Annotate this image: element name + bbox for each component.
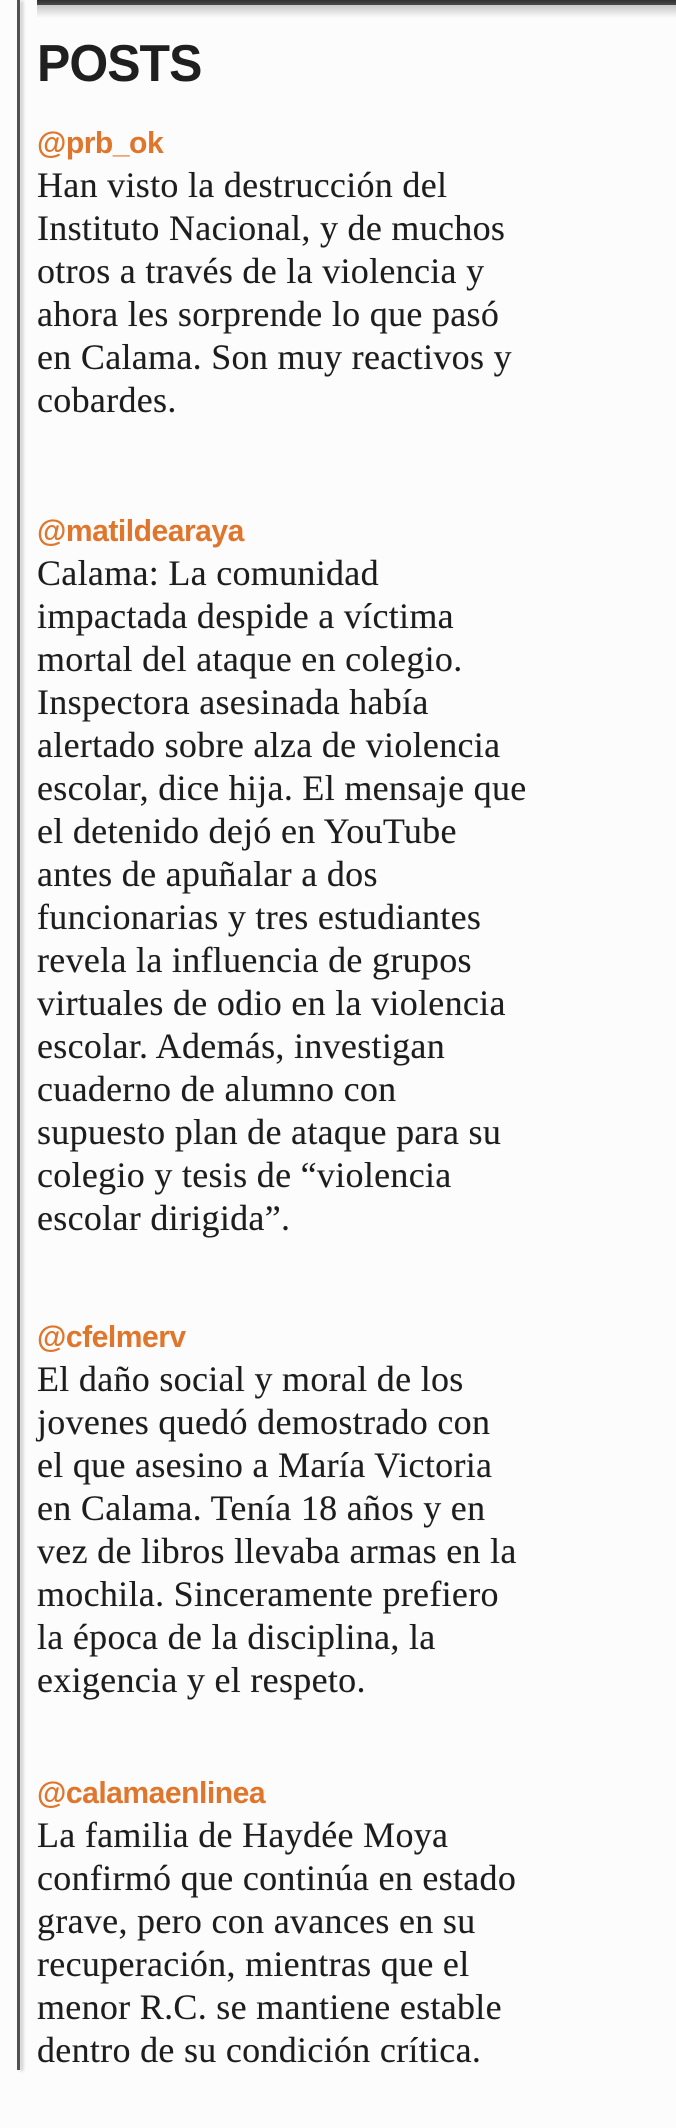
post-body-line: impactada despide a víctima [37,596,454,636]
post-body-line: recuperación, mientras que el [37,1944,470,1984]
post-body-line: funcionarias y tres estudiantes [37,897,482,937]
post [37,512,653,1240]
post-body-line: colegio y tesis de “violencia [37,1155,452,1195]
post-body-line: grave, pero con avances en su [37,1901,476,1941]
post-body-line: ahora les sorprende lo que pasó [37,294,500,334]
post-handle: @prb_ok [37,125,164,160]
post-body-line: revela la influencia de grupos [37,940,472,980]
post-body-line: la época de la disciplina, la [37,1617,436,1657]
post-body-line: Han visto la destrucción del [37,165,448,205]
post-body-line: virtuales de odio en la violencia [37,983,506,1023]
post-body [37,552,653,1240]
post-body-line: Inspectora asesinada había [37,682,429,722]
post-body [37,1358,653,1702]
section-title: POSTS [37,35,202,93]
post-body-line: escolar, dice hija. El mensaje que [37,768,527,808]
post-body-line: antes de apuñalar a dos [37,854,378,894]
post-body-line: La familia de Haydée Moya [37,1815,449,1855]
post-body-line: alertado sobre alza de violencia [37,725,501,765]
post-body-line: escolar dirigida”. [37,1198,291,1238]
post-body-line: El daño social y moral de los [37,1359,464,1399]
post-body-line: otros a través de la violencia y [37,251,485,291]
post-body-line: el que asesino a María Victoria [37,1445,493,1485]
post-body-line: exigencia y el respeto. [37,1660,366,1700]
post [37,124,653,422]
post-body-line: en Calama. Son muy reactivos y [37,337,512,377]
post-body-line: mortal del ataque en colegio. [37,639,463,679]
post [37,1774,653,2072]
posts-content [37,0,653,2072]
left-column-rule [17,0,20,2070]
post-body-line: confirmó que continúa en estado [37,1858,517,1898]
post-handle: @cfelmerv [37,1319,186,1354]
post-handle: @matildearaya [37,513,244,548]
post-body-line: Calama: La comunidad [37,553,379,593]
post-body-line: vez de libros llevaba armas en la [37,1531,517,1571]
post-body [37,1814,653,2072]
post-body-line: en Calama. Tenía 18 años y en [37,1488,486,1528]
post-body-line: mochila. Sinceramente prefiero [37,1574,499,1614]
post-body-line: cobardes. [37,380,177,420]
post-body-line: el detenido dejó en YouTube [37,811,457,851]
post-body-line: menor R.C. se mantiene estable [37,1987,502,2027]
post-handle: @calamaenlinea [37,1775,266,1810]
post-body-line: Instituto Nacional, y de muchos [37,208,506,248]
post-body-line: dentro de su condición crítica. [37,2030,482,2070]
post [37,1318,653,1702]
post-body-line: supuesto plan de ataque para su [37,1112,502,1152]
post-body-line: escolar. Además, investigan [37,1026,446,1066]
post-body-line: jovenes quedó demostrado con [37,1402,491,1442]
post-body [37,164,653,422]
post-body-line: cuaderno de alumno con [37,1069,397,1109]
